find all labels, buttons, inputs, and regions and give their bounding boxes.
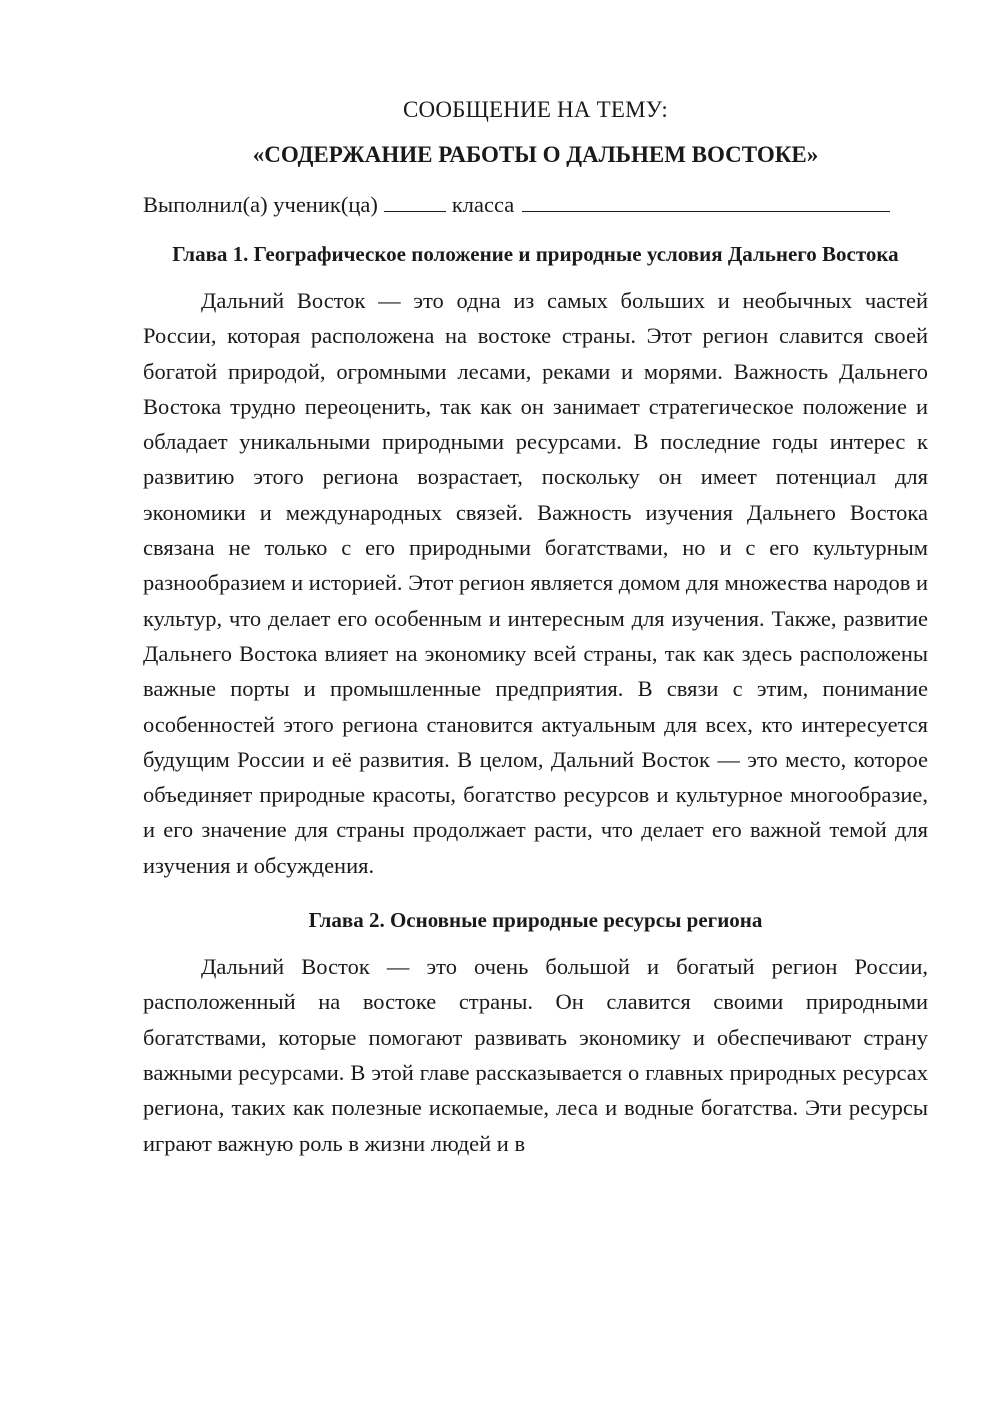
- name-blank: [522, 187, 890, 212]
- author-line: [143, 187, 928, 223]
- document-title-line-2: «СОДЕРЖАНИЕ РАБОТЫ О ДАЛЬНЕМ ВОСТОКЕ»: [252, 142, 819, 167]
- chapter-2-heading: Глава 2. Основные природные ресурсы региона: [308, 908, 763, 933]
- document-page: [143, 92, 928, 1161]
- chapter-2-text: Дальний Восток — это очень большой и богатый регион России, расположенный на востоке страны. Он славится своими природными богатствами, которые помогают развивать экономику и обеспечивают страну важными ресурсами. В этой главе рассказывается о главных природных ресурсах региона, таких как полезные ископаемые, леса и водные богатства. Эти ресурсы играют важную роль в жизни людей и в: [143, 954, 928, 1156]
- chapter-1-text: Дальний Восток — это одна из самых больших и необычных частей России, которая расположена на востоке страны. Этот регион славится своей богатой природой, огромными лесами, реками и морями. Важность Дальнего Востока трудно переоценить, так как он занимает стратегическое положение и обладает уникальными природными ресурсами. В последние годы интерес к развитию этого региона возрастает, поскольку он имеет потенциал для экономики и международных связей. Важность изучения Дальнего Востока связана не только с его природными богатствами, но и с его культурным разнообразием и историей. Этот регион является домом для множества народов и культур, что делает его особенным и интересным для изучения. Также, развитие Дальнего Востока влияет на экономику всей страны, так как здесь расположены важные порты и промышленные предприятия. В связи с этим, понимание особенностей этого региона становится актуальным для всех, кто интересуется будущим России и её развития. В целом, Дальний Восток — это место, которое объединяет природные красоты, богатство ресурсов и культурное многообразие, и его значение для страны продолжает расти, что делает его важной темой для изучения и обсуждения.: [143, 288, 928, 878]
- grade-blank: [384, 187, 446, 212]
- author-prefix: Выполнил(а) ученик(ца): [143, 192, 378, 217]
- document-title-line-1: СООБЩЕНИЕ НА ТЕМУ:: [403, 97, 668, 122]
- chapter-1-heading: Глава 1. Географическое положение и природные условия Дальнего Востока: [172, 242, 899, 266]
- author-middle: класса: [451, 192, 515, 217]
